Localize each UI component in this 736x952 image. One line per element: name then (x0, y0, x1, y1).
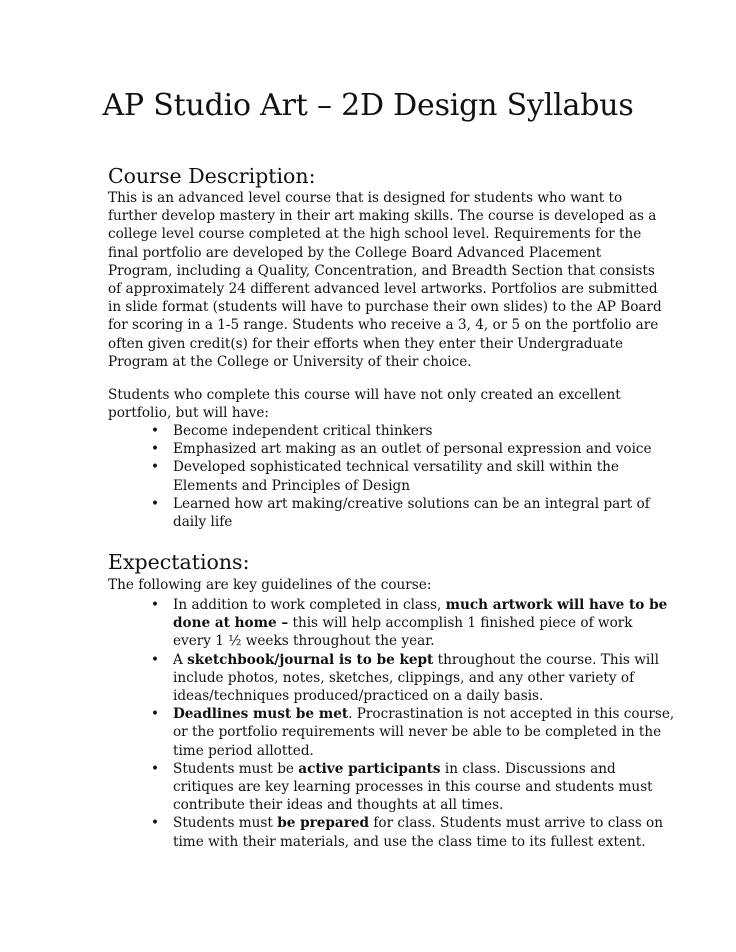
paragraph-line: This is an advanced level course that is designed for students who want to (108, 190, 623, 206)
bullet-icon: • (151, 459, 160, 476)
bullet-icon: • (151, 495, 160, 512)
intro-line: Students who complete this course will have not only created an excellent (108, 387, 621, 403)
course-description-paragraph (108, 189, 662, 371)
paragraph-line: Program, including a Quality, Concentration, and Breadth Section that consists (108, 262, 655, 279)
outcomes-list (108, 422, 652, 531)
expectations-list (108, 596, 675, 851)
paragraph-line: further develop mastery in their art making skills. The course is developed as a (108, 208, 657, 225)
list-item: • Students must be active participants in class. Discussions and critiques are key learning processes in this course and students must contribute their ideas and thoughts at all times. (151, 760, 653, 814)
list-item: • Learned how art making/creative solutions can be an integral part of daily life (151, 495, 650, 531)
expectations-intro: The following are key guidelines of the course: (108, 577, 432, 593)
paragraph-line: final portfolio are developed by the College Board Advanced Placement (108, 244, 602, 261)
document-title: AP Studio Art – 2D Design Syllabus (102, 88, 634, 123)
list-item: • Developed sophisticated technical versatility and skill within the Elements and Principles of Design (151, 459, 619, 494)
bullet-icon: • (151, 760, 160, 777)
bold-emphasis: be prepared (277, 815, 370, 832)
bullet-icon: • (151, 706, 160, 723)
list-item: • Students must be prepared for class. Students must arrive to class on time with their materials, and use the class time to its fullest extent. (151, 815, 663, 850)
bullet-icon: • (151, 441, 160, 458)
outcomes-intro (108, 386, 636, 422)
bullet-icon: • (151, 651, 160, 668)
paragraph-line: college level course completed at the high school level. Requirements for the (108, 226, 642, 243)
expectations-heading: Expectations: (108, 550, 250, 574)
intro-line: portfolio, but will have: (108, 405, 269, 422)
bold-emphasis: sketchbook/journal is to be kept (187, 651, 434, 668)
list-item: • Become independent critical thinkers (151, 423, 433, 439)
bullet-icon: • (151, 597, 160, 613)
bold-emphasis: done at home – (173, 615, 289, 632)
list-item: • In addition to work completed in class, much artwork will have to be done at home – this will help accomplish 1 finished piece of work every 1 ½ weeks throughout the year. (151, 597, 668, 650)
paragraph-line: Program at the College or University of their choice. (108, 353, 472, 370)
paragraph-line: often given credit(s) for their efforts when they enter their Undergraduate (108, 335, 623, 352)
list-item: • Emphasized art making as an outlet of personal expression and voice (151, 441, 652, 458)
list-item: • A sketchbook/journal is to be kept throughout the course. This will include photos, notes, sketches, clippings, and any other variety of ideas/techniques produced/practiced on a daily basis. (151, 651, 659, 705)
bold-emphasis: active participants (298, 760, 441, 777)
paragraph-line: in slide format (students will have to purchase their own slides) to the AP Board (108, 299, 662, 316)
bold-emphasis: Deadlines must be met (173, 706, 349, 723)
bullet-icon: • (151, 423, 160, 439)
paragraph-line: of approximately 24 different advanced level artworks. Portfolios are submitted (108, 281, 658, 298)
bullet-icon: • (151, 815, 160, 832)
bold-emphasis: much artwork will have to be (445, 597, 668, 613)
list-item: • Deadlines must be met. Procrastination is not accepted in this course, or the portfolio requirements will never be able to be completed in the time period allotted. (151, 706, 675, 759)
course-description-heading: Course Description: (108, 164, 316, 188)
paragraph-line: for scoring in a 1-5 range. Students who receive a 3, 4, or 5 on the portfolio are (108, 317, 659, 334)
